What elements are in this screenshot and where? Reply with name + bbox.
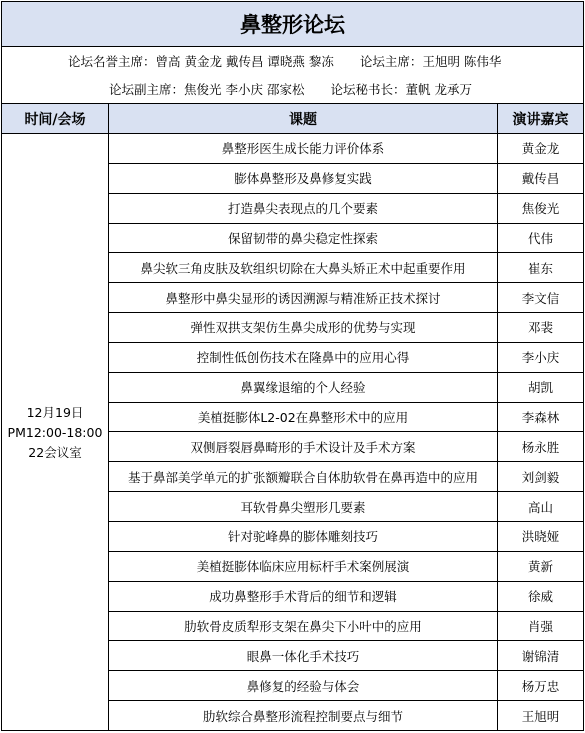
talk-rows: [109, 134, 583, 731]
topic-cell: 双侧唇裂唇鼻畸形的手术设计及手术方案: [109, 432, 498, 461]
column-header-time: 时间/会场: [2, 104, 109, 133]
page-title: 鼻整形论坛: [2, 2, 583, 47]
table-row: [109, 582, 583, 612]
topic-cell: 成功鼻整形手术背后的细节和逻辑: [109, 582, 498, 611]
speaker-cell: 代伟: [527, 230, 553, 246]
speaker-cell: 李森林: [521, 410, 560, 426]
table-row: [109, 373, 583, 403]
table-row: [109, 194, 583, 224]
speaker-cell: 崔东: [527, 260, 553, 276]
topic-cell: 耳软骨鼻尖塑形几要素: [109, 492, 498, 521]
topic-cell: 保留韧带的鼻尖稳定性探索: [109, 224, 498, 253]
table-row: [109, 641, 583, 671]
table-row: [109, 552, 583, 582]
table-row: [109, 313, 583, 343]
table-row: [109, 522, 583, 552]
topic-cell: 弹性双拱支架仿生鼻尖成形的优势与实现: [109, 313, 498, 342]
topic-cell: 鼻修复的经验与体会: [109, 671, 498, 700]
speaker-cell: 王旭明: [521, 708, 560, 724]
table-row: [109, 432, 583, 462]
topic-cell: 打造鼻尖表现点的几个要素: [109, 194, 498, 223]
table-row: [109, 164, 583, 194]
session-date: 12月19日: [26, 404, 84, 420]
honorary-chair-names: 曾高 黄金龙 戴传昌 谭晓燕 黎冻: [155, 54, 334, 69]
speaker-cell: 肖强: [527, 618, 553, 634]
topic-cell: 基于鼻部美学单元的扩张额瓣联合自体肋软骨在鼻再造中的应用: [109, 462, 498, 491]
topic-cell: 美植挺膨体临床应用标杆手术案例展演: [109, 552, 498, 581]
column-header-topic: 课题: [109, 104, 498, 133]
session-room: 22会议室: [28, 444, 82, 460]
hosts-section: [2, 47, 583, 104]
speaker-cell: 洪晓娅: [521, 529, 560, 545]
topic-cell: 针对驼峰鼻的膨体雕刻技巧: [109, 522, 498, 551]
table-row: [109, 492, 583, 522]
speaker-cell: 徐威: [527, 589, 553, 605]
vice-chair-names: 焦俊光 李小庆 邵家松: [184, 82, 305, 97]
topic-cell: 眼鼻一体化手术技巧: [109, 641, 498, 670]
table-body: [2, 134, 583, 731]
topic-cell: 膨体鼻整形及鼻修复实践: [109, 164, 498, 193]
table-row: [109, 671, 583, 701]
speaker-cell: 杨万忠: [521, 678, 560, 694]
speaker-cell: 刘剑毅: [521, 469, 560, 485]
speaker-cell: 高山: [527, 499, 553, 515]
speaker-cell: 杨永胜: [521, 439, 560, 455]
vice-chair-label: 论坛副主席：: [109, 82, 185, 97]
table-row: [109, 612, 583, 642]
table-row: [109, 403, 583, 433]
session-cell: [2, 134, 109, 731]
table-row: [109, 701, 583, 731]
topic-cell: 鼻翼缘退缩的个人经验: [109, 373, 498, 402]
speaker-cell: 戴传昌: [521, 171, 560, 187]
secretary-names: 董帆 龙承万: [405, 82, 472, 97]
speaker-cell: 焦俊光: [521, 201, 560, 217]
schedule-table: [1, 1, 584, 731]
honorary-chair-label: 论坛名誉主席：: [68, 54, 156, 69]
secretary-label: 论坛秘书长：: [330, 82, 406, 97]
table-row: [109, 224, 583, 254]
topic-cell: 鼻整形医生成长能力评价体系: [109, 134, 498, 163]
topic-cell: 肋软综合鼻整形流程控制要点与细节: [109, 701, 498, 731]
speaker-cell: 胡凯: [527, 380, 553, 396]
table-row: [109, 283, 583, 313]
table-row: [109, 253, 583, 283]
speaker-cell: 李文信: [521, 290, 560, 306]
hosts-line-1: [2, 47, 583, 75]
speaker-cell: 邓裴: [527, 320, 553, 336]
chair-label: 论坛主席：: [359, 54, 423, 69]
table-row: [109, 343, 583, 373]
column-header-speaker: 演讲嘉宾: [512, 111, 569, 128]
session-time: PM12:00-18:00: [7, 424, 103, 440]
speaker-cell: 李小庆: [521, 350, 560, 366]
topic-cell: 鼻整形中鼻尖显形的诱因溯源与精准矫正技术探讨: [109, 283, 498, 312]
table-header: [2, 104, 583, 134]
speaker-cell: 黄新: [527, 559, 553, 575]
table-row: [109, 134, 583, 164]
topic-cell: 美植挺膨体L2-02在鼻整形术中的应用: [109, 403, 498, 432]
topic-cell: 控制性低创伤技术在隆鼻中的应用心得: [109, 343, 498, 372]
topic-cell: 鼻尖软三角皮肤及软组织切除在大鼻头矫正术中起重要作用: [109, 253, 498, 282]
chair-names: 王旭明 陈伟华: [422, 54, 502, 69]
speaker-cell: 黄金龙: [521, 141, 560, 157]
topic-cell: 肋软骨皮质犁形支架在鼻尖下小叶中的应用: [109, 612, 498, 641]
table-row: [109, 462, 583, 492]
hosts-line-2: [2, 75, 583, 103]
speaker-cell: 谢锦清: [521, 648, 560, 664]
